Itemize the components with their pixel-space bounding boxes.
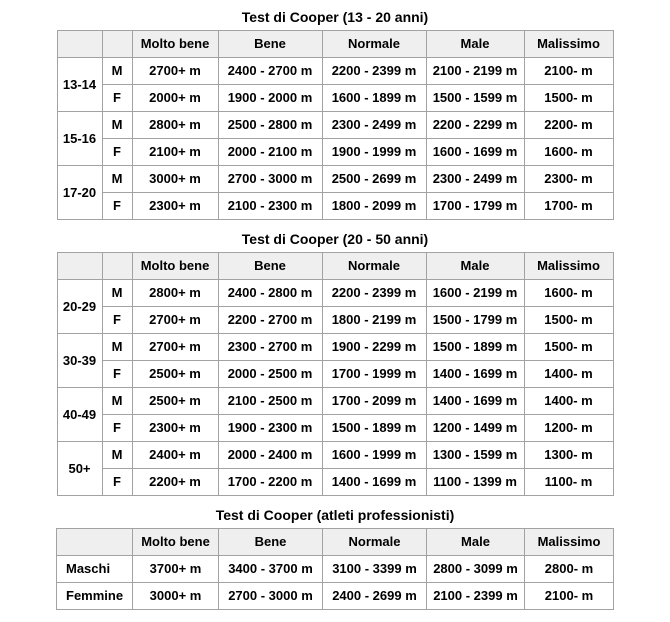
table-row (57, 85, 613, 112)
value-cell: 2200 - 2399 m (322, 58, 426, 85)
table-row (57, 415, 613, 442)
table-title-20-50: Test di Cooper (20 - 50 anni) (241, 231, 429, 247)
sex-cell: M (102, 58, 132, 85)
cooper-table-13-20 (57, 30, 614, 220)
value-cell: 2700 - 3000 m (219, 583, 323, 610)
value-cell: 1400- m (524, 388, 613, 415)
column-header-cell: Molto bene (132, 31, 218, 58)
sex-cell: M (102, 112, 132, 139)
table-section-13-20 (0, 2, 670, 220)
sex-cell: F (102, 415, 132, 442)
age-group-cell: 30-39 (57, 334, 102, 388)
value-cell: 2700+ m (132, 307, 218, 334)
value-cell: 1500- m (524, 307, 613, 334)
value-cell: 1400- m (524, 361, 613, 388)
value-cell: 1700 - 2200 m (218, 469, 322, 496)
value-cell: 2100+ m (132, 139, 218, 166)
value-cell: 1600 - 1699 m (426, 139, 524, 166)
value-cell: 2800+ m (132, 112, 218, 139)
age-group-cell: 15-16 (57, 112, 102, 166)
corner-cell (57, 253, 102, 280)
row-label-cell: Femmine (57, 583, 133, 610)
value-cell: 2100- m (524, 58, 613, 85)
value-cell: 3000+ m (133, 583, 219, 610)
value-cell: 1900 - 2299 m (322, 334, 426, 361)
corner-cell (102, 31, 132, 58)
value-cell: 1600 - 1999 m (322, 442, 426, 469)
table-row (57, 280, 613, 307)
cooper-table-athletes (56, 528, 614, 610)
value-cell: 1300- m (524, 442, 613, 469)
value-cell: 1100- m (524, 469, 613, 496)
column-header-cell: Normale (323, 529, 427, 556)
column-header-cell: Molto bene (133, 529, 219, 556)
age-group-cell: 40-49 (57, 388, 102, 442)
row-label-cell: Maschi (57, 556, 133, 583)
age-group-cell: 13-14 (57, 58, 102, 112)
value-cell: 2100 - 2399 m (427, 583, 525, 610)
sex-cell: M (102, 166, 132, 193)
cooper-table-20-50 (57, 252, 614, 496)
value-cell: 1400 - 1699 m (426, 361, 524, 388)
value-cell: 2400 - 2699 m (323, 583, 427, 610)
sex-cell: F (102, 139, 132, 166)
value-cell: 1300 - 1599 m (426, 442, 524, 469)
sex-cell: M (102, 334, 132, 361)
value-cell: 2100 - 2300 m (218, 193, 322, 220)
column-header-cell: Normale (322, 31, 426, 58)
value-cell: 2800- m (525, 556, 614, 583)
value-cell: 1800 - 2199 m (322, 307, 426, 334)
value-cell: 2200+ m (132, 469, 218, 496)
value-cell: 1600 - 2199 m (426, 280, 524, 307)
table-row (57, 583, 614, 610)
value-cell: 2300 - 2499 m (426, 166, 524, 193)
age-group-cell: 17-20 (57, 166, 102, 220)
table-row (57, 58, 613, 85)
value-cell: 2300+ m (132, 193, 218, 220)
sex-cell: F (102, 361, 132, 388)
value-cell: 2500 - 2800 m (218, 112, 322, 139)
value-cell: 2100- m (525, 583, 614, 610)
table-row (57, 193, 613, 220)
value-cell: 1200 - 1499 m (426, 415, 524, 442)
value-cell: 1900 - 2000 m (218, 85, 322, 112)
value-cell: 1700 - 1799 m (426, 193, 524, 220)
value-cell: 2500+ m (132, 388, 218, 415)
value-cell: 3700+ m (133, 556, 219, 583)
column-header-cell: Malissimo (525, 529, 614, 556)
sex-cell: F (102, 193, 132, 220)
value-cell: 2400 - 2800 m (218, 280, 322, 307)
table-row (57, 139, 613, 166)
value-cell: 1500 - 1599 m (426, 85, 524, 112)
corner-cell (57, 529, 133, 556)
column-header-cell: Male (426, 253, 524, 280)
value-cell: 2300 - 2499 m (322, 112, 426, 139)
sex-cell: M (102, 388, 132, 415)
table-title-athletes: Test di Cooper (atleti professionisti) (215, 507, 455, 523)
value-cell: 1600 - 1899 m (322, 85, 426, 112)
column-header-cell: Male (426, 31, 524, 58)
header-row (57, 31, 613, 58)
table-row (57, 556, 614, 583)
value-cell: 2000+ m (132, 85, 218, 112)
sex-cell: F (102, 307, 132, 334)
value-cell: 2400+ m (132, 442, 218, 469)
value-cell: 1700- m (524, 193, 613, 220)
table-section-athletes (0, 500, 670, 610)
value-cell: 2700+ m (132, 58, 218, 85)
value-cell: 2000 - 2100 m (218, 139, 322, 166)
value-cell: 1600- m (524, 139, 613, 166)
value-cell: 1500 - 1899 m (426, 334, 524, 361)
value-cell: 2700+ m (132, 334, 218, 361)
value-cell: 2300+ m (132, 415, 218, 442)
header-row (57, 529, 614, 556)
value-cell: 1500 - 1799 m (426, 307, 524, 334)
table-section-20-50 (0, 224, 670, 496)
value-cell: 1600- m (524, 280, 613, 307)
column-header-cell: Bene (218, 31, 322, 58)
value-cell: 3100 - 3399 m (323, 556, 427, 583)
value-cell: 2700 - 3000 m (218, 166, 322, 193)
value-cell: 2800 - 3099 m (427, 556, 525, 583)
age-group-cell: 50+ (57, 442, 102, 496)
table-row (57, 334, 613, 361)
table-row (57, 307, 613, 334)
value-cell: 1900 - 1999 m (322, 139, 426, 166)
value-cell: 2800+ m (132, 280, 218, 307)
value-cell: 3000+ m (132, 166, 218, 193)
value-cell: 1800 - 2099 m (322, 193, 426, 220)
sex-cell: F (102, 469, 132, 496)
value-cell: 2300- m (524, 166, 613, 193)
value-cell: 2400 - 2700 m (218, 58, 322, 85)
value-cell: 1200- m (524, 415, 613, 442)
value-cell: 2100 - 2199 m (426, 58, 524, 85)
sex-cell: F (102, 85, 132, 112)
value-cell: 2300 - 2700 m (218, 334, 322, 361)
value-cell: 1500 - 1899 m (322, 415, 426, 442)
value-cell: 2200 - 2299 m (426, 112, 524, 139)
value-cell: 1400 - 1699 m (322, 469, 426, 496)
value-cell: 2000 - 2400 m (218, 442, 322, 469)
value-cell: 3400 - 3700 m (219, 556, 323, 583)
table-row (57, 388, 613, 415)
header-row (57, 253, 613, 280)
table-row (57, 112, 613, 139)
corner-cell (57, 31, 102, 58)
value-cell: 1900 - 2300 m (218, 415, 322, 442)
column-header-cell: Male (427, 529, 525, 556)
table-row (57, 361, 613, 388)
value-cell: 1500- m (524, 85, 613, 112)
value-cell: 2200 - 2700 m (218, 307, 322, 334)
value-cell: 1400 - 1699 m (426, 388, 524, 415)
value-cell: 2500+ m (132, 361, 218, 388)
column-header-cell: Normale (322, 253, 426, 280)
table-row (57, 166, 613, 193)
value-cell: 2200- m (524, 112, 613, 139)
sex-cell: M (102, 442, 132, 469)
value-cell: 2200 - 2399 m (322, 280, 426, 307)
value-cell: 2000 - 2500 m (218, 361, 322, 388)
column-header-cell: Bene (218, 253, 322, 280)
column-header-cell: Malissimo (524, 253, 613, 280)
table-title-13-20: Test di Cooper (13 - 20 anni) (241, 9, 429, 25)
value-cell: 1100 - 1399 m (426, 469, 524, 496)
value-cell: 2100 - 2500 m (218, 388, 322, 415)
value-cell: 1700 - 2099 m (322, 388, 426, 415)
column-header-cell: Bene (219, 529, 323, 556)
value-cell: 2500 - 2699 m (322, 166, 426, 193)
age-group-cell: 20-29 (57, 280, 102, 334)
value-cell: 1700 - 1999 m (322, 361, 426, 388)
table-row (57, 469, 613, 496)
column-header-cell: Malissimo (524, 31, 613, 58)
sex-cell: M (102, 280, 132, 307)
corner-cell (102, 253, 132, 280)
column-header-cell: Molto bene (132, 253, 218, 280)
value-cell: 1500- m (524, 334, 613, 361)
table-row (57, 442, 613, 469)
